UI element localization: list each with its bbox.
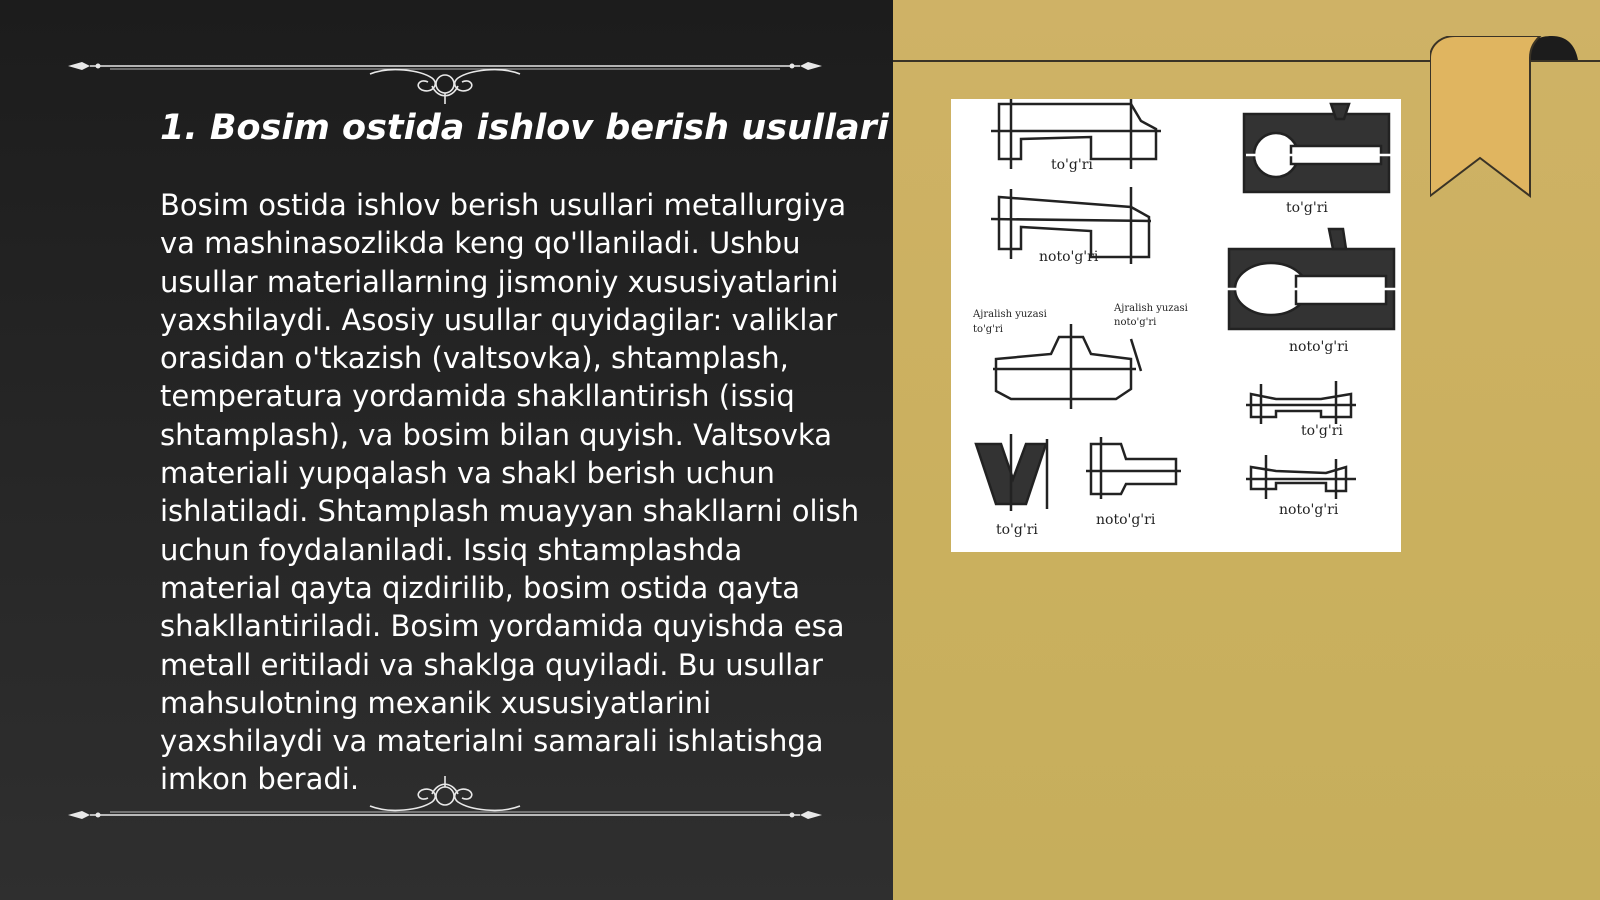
forging-diagram-figure xyxy=(951,99,1401,552)
label-l: noto'g'ri xyxy=(1279,502,1339,518)
part-b-shape xyxy=(999,197,1149,257)
label-i: to'g'ri xyxy=(1301,423,1343,439)
top-ornamental-divider-icon xyxy=(60,44,830,104)
slide-title: 1. Bosim ostida ishlov berish usullari xyxy=(160,108,889,148)
forging-diagram xyxy=(951,99,1401,552)
label-k: to'g'ri xyxy=(996,522,1038,538)
bookmark-ribbon-icon xyxy=(1430,36,1600,201)
label-j: noto'g'ri xyxy=(1096,512,1156,528)
bottom-ornamental-divider-icon xyxy=(60,770,830,830)
part-h-shape xyxy=(1091,444,1176,494)
label-d: noto'g'ri xyxy=(1289,339,1349,355)
label-e: Ajralish yuzasi xyxy=(973,309,1047,320)
label-b: noto'g'ri xyxy=(1039,249,1099,265)
label-g: Ajralish yuzasi xyxy=(1114,303,1188,314)
slide-body-text: Bosim ostida ishlov berish usullari metallurgiya va mashinasozlikda keng qo'llaniladi. Ushbu usullar materiallarning jismoniy xususiyatlarini yaxshilaydi. Asosiy usullar quyidagilar: valiklar orasidan o'tkazish (valtsovka), shtamplash, temperatura yordamida shakllantirish (issiq shtamplash), va bosim bilan quyish. Valtsovka materiali yupqalash va shakl berish uchun ishlatiladi. Shtamplash muayyan shakllarni olish uchun foydalaniladi. Issiq shtamplashda material qayta qizdirilib, bosim ostida qayta shakllantiriladi. Bosim yordamida quyishda esa metall eritiladi va shaklga quyiladi. Bu usullar mahsulotning mexanik xususiyatlarini yaxshilaydi va materialni samarali ishlatishga imkon beradi. xyxy=(160,188,860,797)
label-h: noto'g'ri xyxy=(1114,317,1157,328)
label-a: to'g'ri xyxy=(1051,157,1093,173)
label-f: to'g'ri xyxy=(973,324,1003,335)
label-c: to'g'ri xyxy=(1286,200,1328,216)
